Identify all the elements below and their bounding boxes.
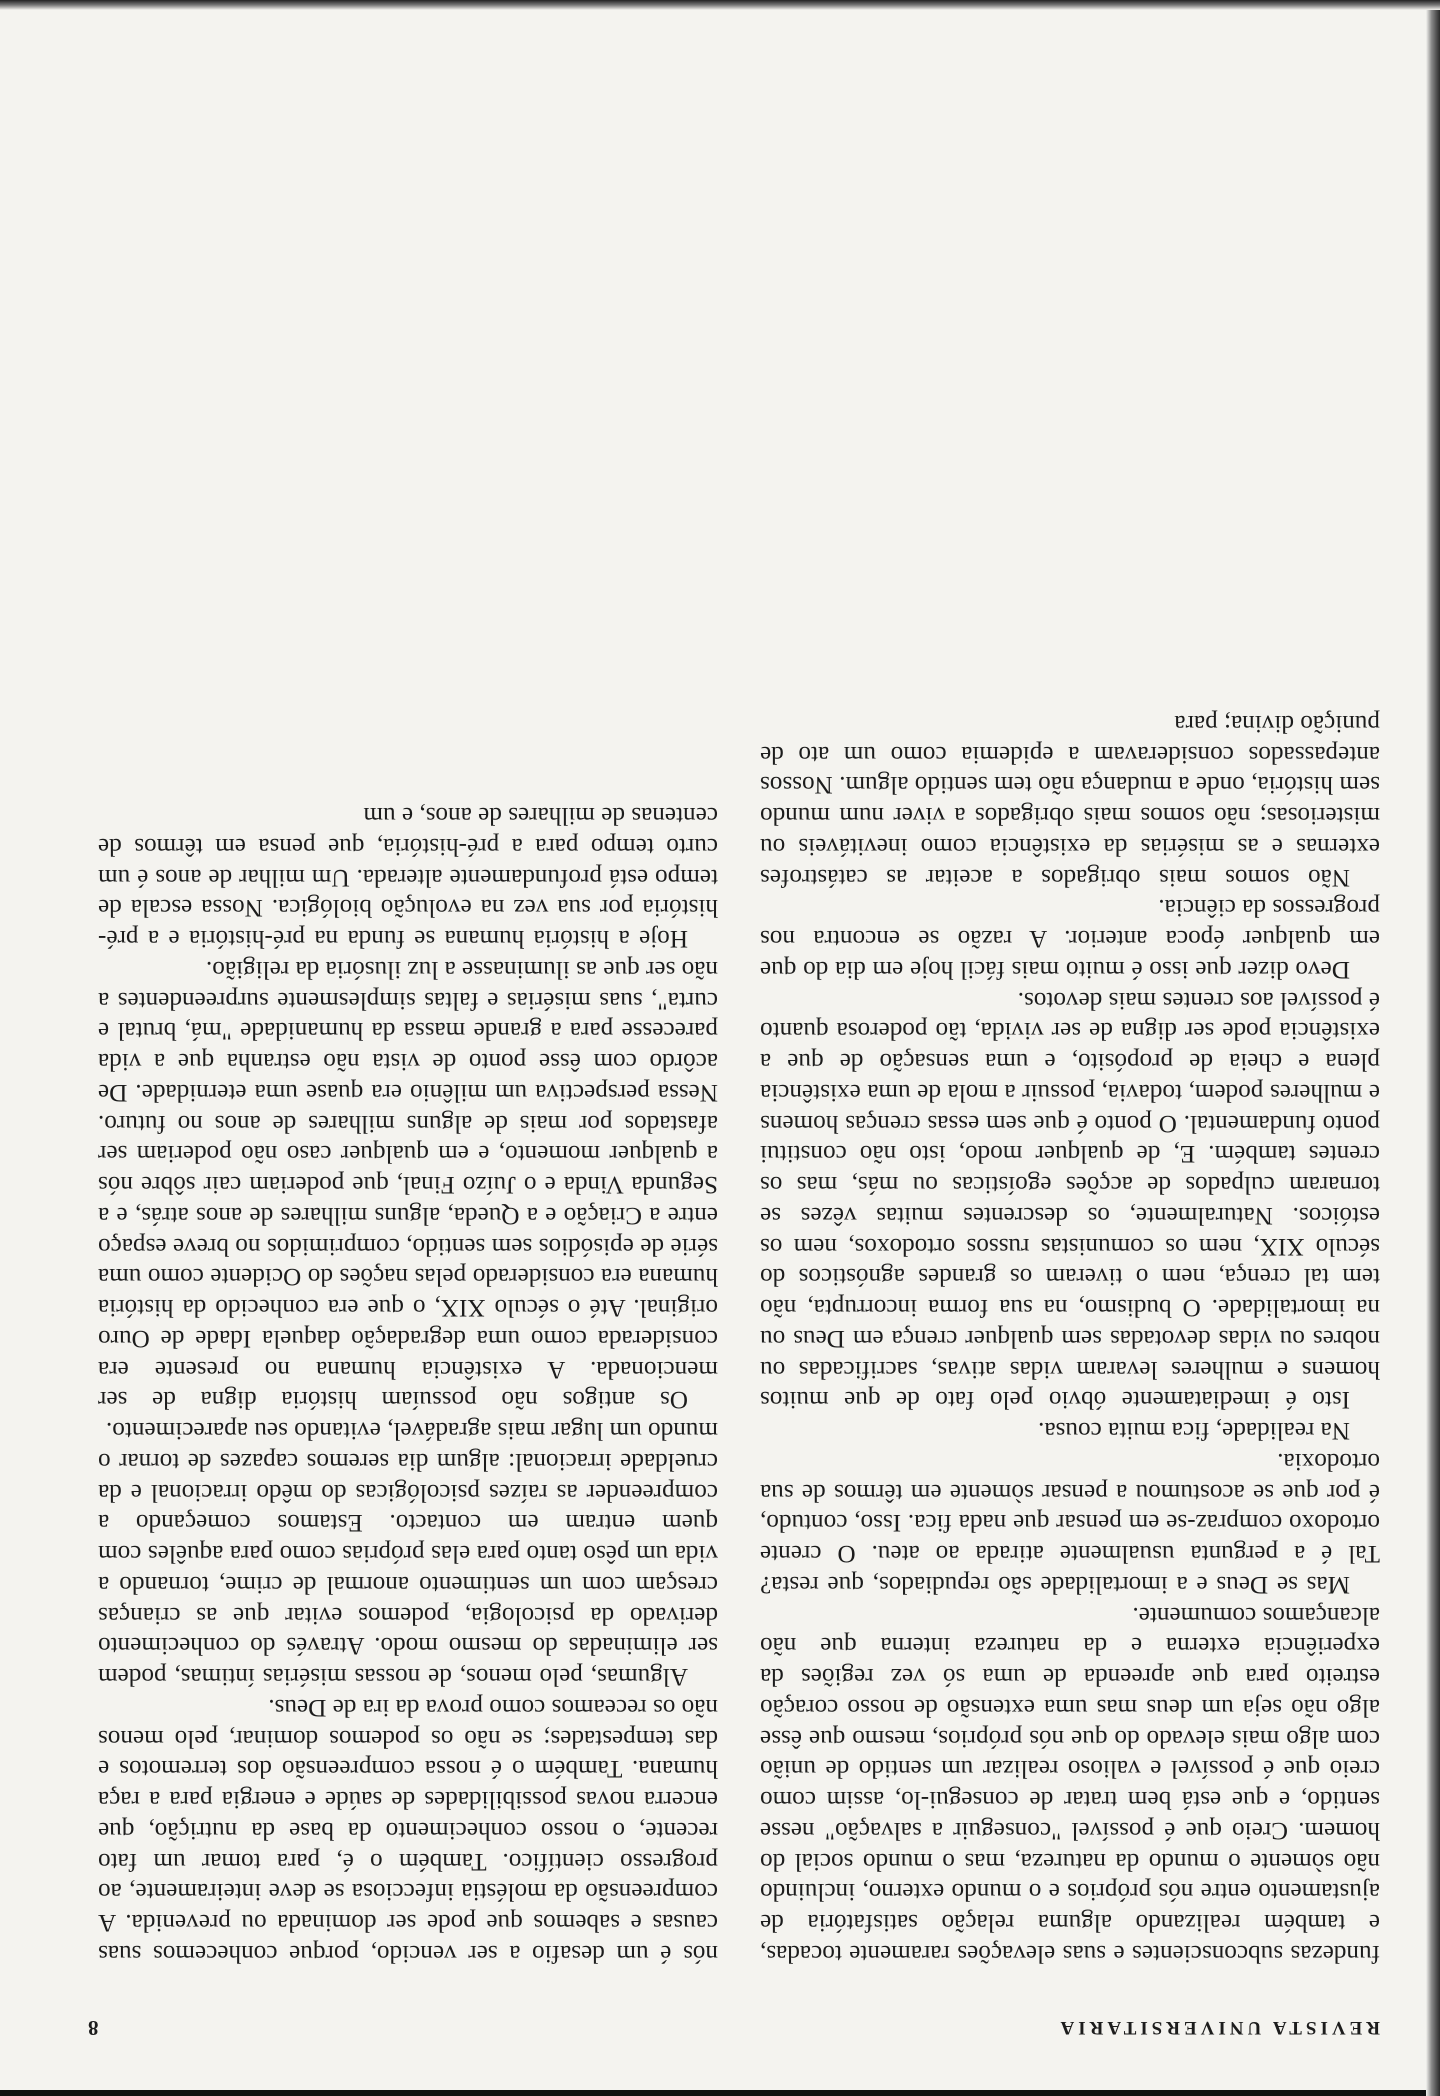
scan-edge-bottom — [0, 0, 1440, 10]
paragraph: Mas se Deus e a imortalidade são repudiados, que resta? Tal é a pergunta usualmente atirada ao ateu. O crente ortodoxo compraz-se em pensar que nada fica. Isso, contudo, é por que se acostumou a pensar sòmente em têrmos de sua ortodoxia. — [760, 1448, 1380, 1598]
running-title: REVISTA UNIVERSITARIA — [1056, 2017, 1380, 2038]
paragraph: Não somos mais obrigados a aceitar as catástrofes externas e as misérias da existência como inevitáveis ou misteriosas; não somos mais obrigados a viver num mundo sem história, onde a mudança não tem sentido algum. Nossos antepassados consideravam a epidemia como um ato de punição divina; para — [760, 710, 1380, 891]
scan-edge-left — [1426, 0, 1440, 2096]
paragraph: Isto é imediatamente óbvio pelo fato de que muitos homens e mulheres levaram vidas ativas, sacrificadas ou nobres ou vidas devotadas sem qualquer crença em Deus ou na imortalidade. O budismo, na sua forma incorrupta, não tem tal crença, nem o tiveram os grandes agnósticos do século XIX, nem os comunistas russos ortodoxos, nem os estóicos. Naturalmente, os descrentes muitas vêzes se tornaram culpados de acções egoísticas ou más, mas os crentes também. E, de qualquer modo, isto não constitui ponto fundamental. O ponto é que sem essas crenças homens e mulheres podem, todavia, possuir a mola de uma existência plena e cheia de propósito, e uma sensação de que a existência pode ser digna de ser vivida, tão poderosa quanto é possível aos crentes mais devotos. — [760, 986, 1380, 1414]
paragraph: Os antigos não possuíam história digna de ser mencionada. A existência humana no presente era considerada como uma degradação daquela Idade de Ouro original. Até o século XIX, o que era conhecido da história humana era considerado pelas nações do Ocidente como uma série de episódios sem sentido, comprimidos no breve espaço entre a Criação e a Queda, alguns milhares de anos atrás, e a Segunda Vinda e o Juízo Final, que poderiam cair sôbre nós a qualquer momento, e em qualquer caso não poderiam ser afastados por mais de alguns milhares de anos no futuro. Nessa perspectiva um milênio era quase uma eternidade. De acôrdo com êsse ponto de vista não estranha que a vida parecesse para a grande massa da humanidade "má, brutal e curta", suas misérias e faltas simplesmente surpreendentes a não ser que as iluminasse a luz ilusória da religião. — [98, 956, 718, 1414]
paragraph: fundezas subconscientes e suas elevações raramente tocadas, e também realizando alguma relação satisfatória de ajustamento entre nós próprios e o mundo externo, incluindo não sòmente o mundo da natureza, mas o mundo social do homem. Creio que é possível "conseguir a salvação" nesse sentido, e que está bem tratar de consegui-lo, assim como creio que é possível e valioso realizar um sentido de união com algo mais elevado do que nós próprios, mesmo que êsse algo não seja um deus mas uma extensão de nosso coração estreito para que apreenda de uma só vez regiões da experiência externa e da natureza interna que não alcançamos comumente. — [760, 1601, 1380, 1967]
paragraph: Devo dizer que isso é muito mais fácil hoje em dia do que em qualquer época anterior. A razão se encontra nos progressos da ciência. — [760, 894, 1380, 983]
text-column-right — [98, 800, 718, 1969]
paragraph: nós é um desafio a ser vencido, porque conhecemos suas causas e sabemos que pode ser dominada ou prevenida. A compreensão da moléstia infecciosa se deve inteiramente, ao progresso científico. Também o é, para tomar um fato recente, o nosso conhecimento da base da nutrição, que encerra novas possibilidades de saúde e energia para a raça humana. Também o é nossa compreensão dos terremotos e das tempestades; se não os podemos dominar, pelo menos não os receamos como prova da ira de Deus. — [98, 1694, 718, 1967]
paragraph: Hoje a história humana se funda na pré-história e a pré-história por sua vez na evolução biológica. Nossa escala de tempo está profundamente alterada. Um milhar de anos é um curto tempo para a pré-história, que pensa em têrmos de centenas de milhares de anos, e um — [98, 802, 718, 953]
text-column-left — [760, 707, 1380, 1968]
paragraph: Algumas, pelo menos, de nossas misérias íntimas, podem ser eliminadas do mesmo modo. Através do conhecimento derivado da psicologia, podemos evitar que as crianças cresçam com um sentimento anormal de crime, tornando a vida um pêso tanto para elas próprias como para aquêles com quem entram em contacto. Estamos começando a compreender as raízes psicológicas do mêdo irracional e da crueldade irracional: algum dia seremos capazes de tornar o mundo um lugar mais agradável, evitando seu aparecimento. — [98, 1417, 718, 1691]
page-number: 8 — [88, 2016, 99, 2040]
scan-edge-top — [0, 2090, 1440, 2096]
paragraph: Na realidade, fica muita cousa. — [1038, 1417, 1350, 1445]
page-header — [80, 2004, 1380, 2044]
